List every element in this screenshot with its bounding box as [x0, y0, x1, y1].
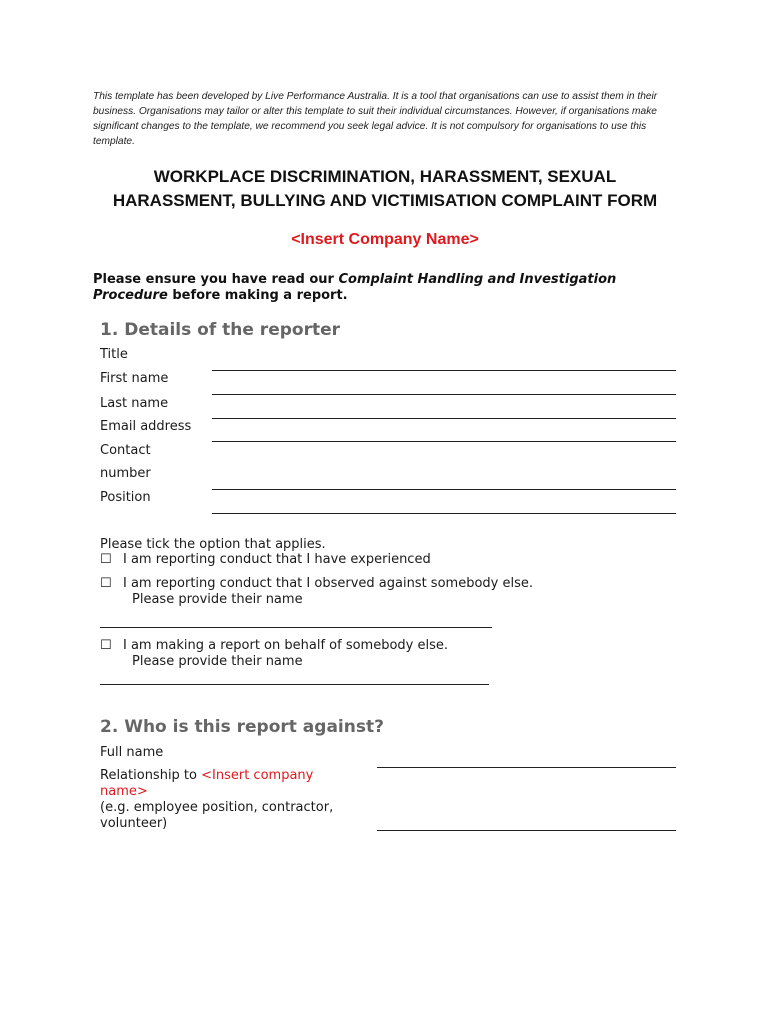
field-label-title: Title [100, 347, 128, 362]
observed-name-input-line[interactable] [100, 627, 492, 628]
checkbox-icon[interactable]: ☐ [100, 552, 112, 567]
option-experienced-label: I am reporting conduct that I have experienced [123, 552, 431, 567]
relationship-company-placeholder: <Insert company [201, 768, 314, 783]
procedure-note-prefix: Please ensure you have read our [93, 272, 339, 287]
form-title [70, 165, 700, 213]
relationship-prefix: Relationship to [100, 768, 202, 783]
relationship-examples-cont: volunteer) [100, 816, 168, 831]
title-input-line[interactable] [212, 370, 676, 371]
option-observed-label: I am reporting conduct that I observed against somebody else. [123, 576, 533, 591]
relationship-company-placeholder-cont: name> [100, 784, 148, 799]
form-title-line-1: WORKPLACE DISCRIMINATION, HARASSMENT, SEXUAL [153, 167, 617, 186]
option-on-behalf-label: I am making a report on behalf of somebody else. [123, 638, 449, 653]
first-name-input-line[interactable] [212, 394, 676, 395]
procedure-note [93, 272, 693, 304]
on-behalf-provide-name: Please provide their name [132, 654, 303, 669]
tick-prompt: Please tick the option that applies. [100, 537, 326, 552]
position-input-line[interactable] [212, 513, 676, 514]
option-observed[interactable] [100, 576, 533, 592]
option-on-behalf[interactable] [100, 638, 448, 654]
option-experienced[interactable] [100, 552, 431, 568]
intro-disclaimer: This template has been developed by Live Performance Australia. It is a tool that organisations can use to assist them in their business. Organisations may tailor or alter this template to suit their individual circumstances. However, if organisations make significant changes to the template, we recommend you seek legal advice. It is not compulsory for organisations to use this template. [93, 91, 658, 147]
section-1-heading: 1. Details of the reporter [100, 320, 340, 340]
field-label-contact: Contact [100, 443, 151, 458]
last-name-input-line[interactable] [212, 418, 676, 419]
procedure-note-suffix: before making a report. [167, 288, 348, 303]
relationship-input-line[interactable] [377, 830, 676, 831]
field-label-last-name: Last name [100, 396, 169, 411]
field-label-first-name: First name [100, 371, 169, 386]
checkbox-icon[interactable]: ☐ [100, 638, 112, 653]
email-input-line[interactable] [212, 441, 676, 442]
form-title-line-2: HARASSMENT, BULLYING AND VICTIMISATION COMPLAINT FORM [112, 191, 658, 210]
contact-number-input-line[interactable] [212, 489, 676, 490]
procedure-document-name: Complaint Handling and Investigation Procedure [93, 272, 617, 303]
checkbox-icon[interactable]: ☐ [100, 576, 112, 591]
field-label-number: number [100, 466, 151, 481]
observed-provide-name: Please provide their name [132, 592, 303, 607]
relationship-examples: (e.g. employee position, contractor, [100, 800, 334, 815]
field-label-email: Email address [100, 419, 192, 434]
field-label-position: Position [100, 490, 151, 505]
field-label-full-name: Full name [100, 745, 164, 760]
company-name-placeholder: <Insert Company Name> [291, 231, 479, 248]
field-label-relationship [100, 768, 370, 832]
full-name-input-line[interactable] [377, 767, 676, 768]
section-2-heading: 2. Who is this report against? [100, 717, 384, 737]
on-behalf-name-input-line[interactable] [100, 684, 489, 685]
